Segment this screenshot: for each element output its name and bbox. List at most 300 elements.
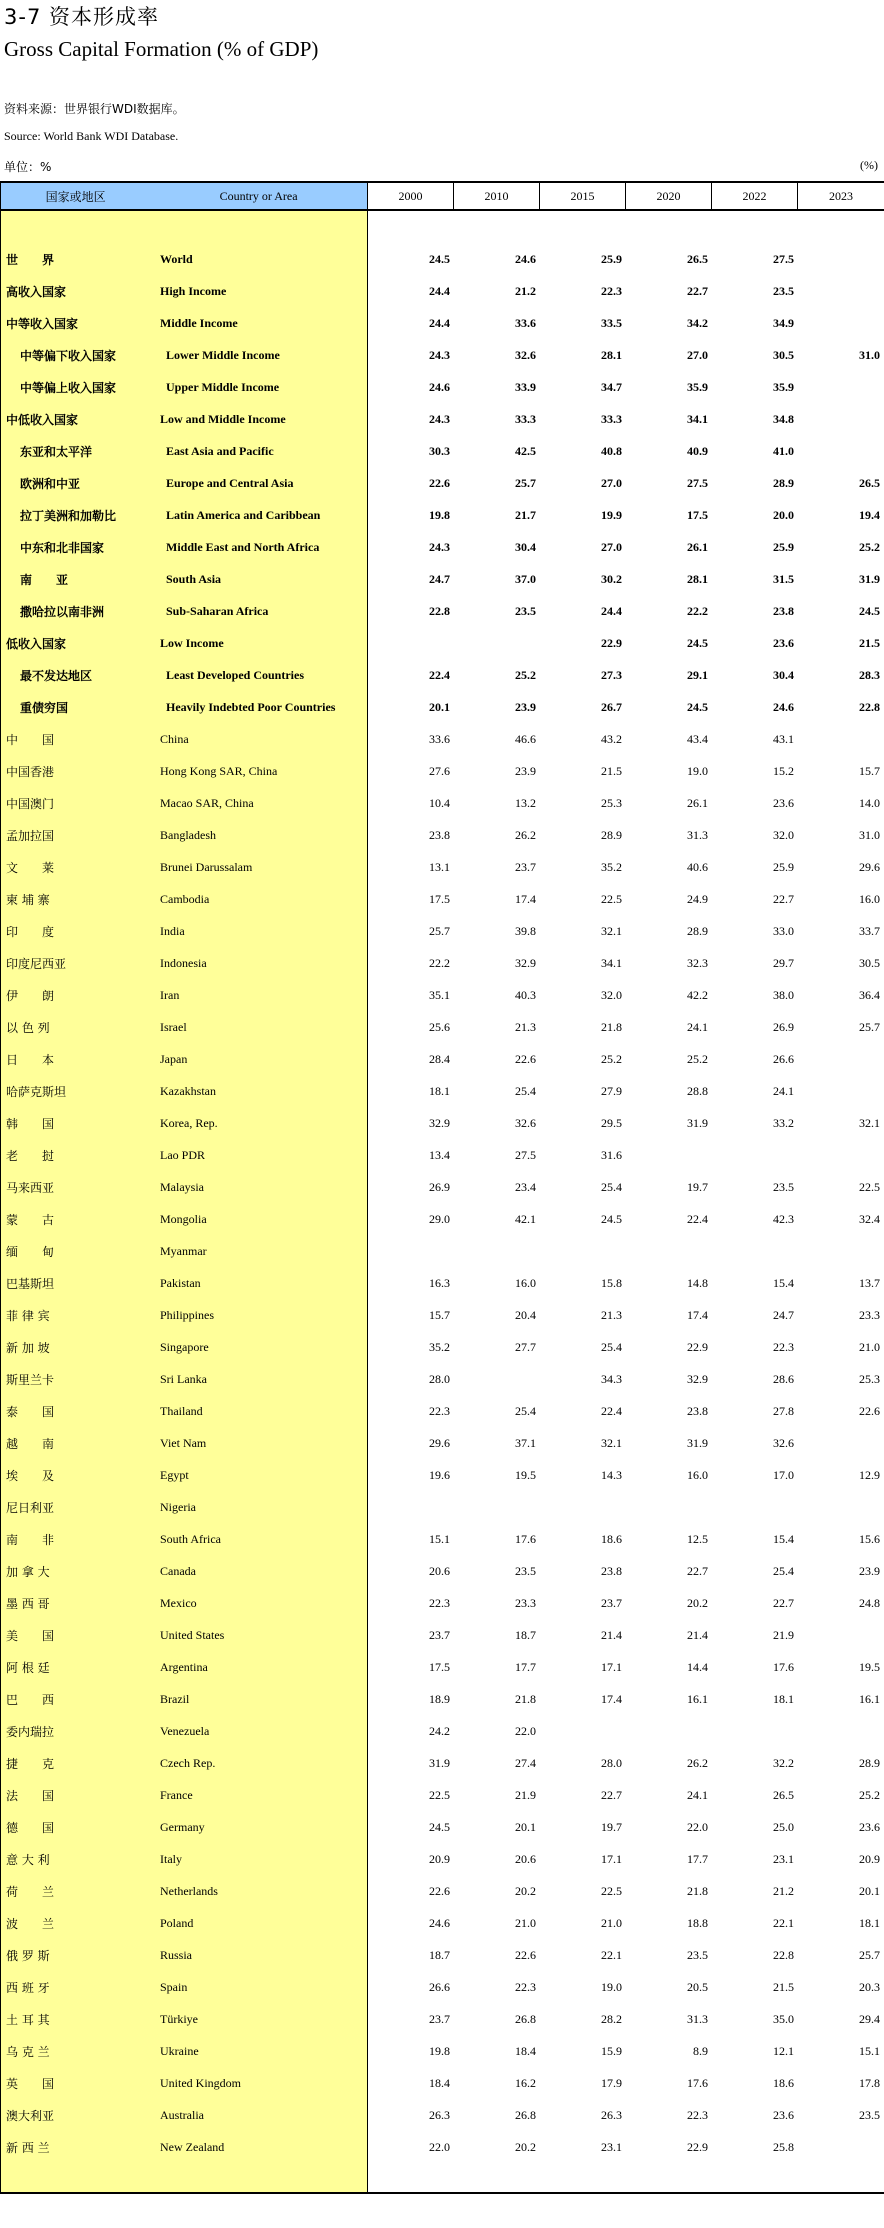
row-value-2023: 20.9 [859,1851,880,1866]
table-row [0,787,884,819]
row-area-cn: 东亚和太平洋 [20,444,93,459]
table-row [0,1075,884,1107]
row-value-2010: 32.9 [515,955,536,970]
row-value-2015: 28.2 [601,2011,622,2026]
row-value-2022: 41.0 [773,443,794,458]
table-row [0,1203,884,1235]
row-value-2015: 27.9 [601,1083,622,1098]
row-area-cn: 最不发达地区 [20,668,93,683]
row-value-2010: 32.6 [515,347,536,362]
row-value-2020: 14.8 [687,1275,708,1290]
row-area-en: Venezuela [160,1723,210,1738]
row-value-2000: 17.5 [429,1659,450,1674]
row-area-en: Lao PDR [160,1147,205,1162]
row-area-en: Myanmar [160,1243,207,1258]
row-value-2000: 24.4 [429,283,450,298]
table-row [0,723,884,755]
row-value-2010: 39.8 [515,923,536,938]
row-value-2015: 22.5 [601,1883,622,1898]
row-value-2010: 21.7 [515,507,536,522]
row-value-2015: 29.5 [601,1115,622,1130]
row-value-2022: 32.2 [773,1755,794,1770]
row-value-2020: 28.9 [687,923,708,938]
row-area-cn: 韩 国 [6,1116,55,1131]
row-value-2020: 18.8 [687,1915,708,1930]
row-value-2022: 23.6 [773,2107,794,2122]
row-value-2015: 43.2 [601,731,622,746]
row-value-2010: 42.1 [515,1211,536,1226]
row-value-2000: 22.4 [429,667,450,682]
table-row [0,1491,884,1523]
table-row [0,691,884,723]
header-year-2000: 2000 [368,183,454,209]
row-value-2022: 22.8 [773,1947,794,1962]
row-value-2000: 18.9 [429,1691,450,1706]
row-area-cn: 哈萨克斯坦 [6,1084,67,1099]
row-area-cn: 孟加拉国 [6,828,55,843]
row-value-2020: 35.9 [687,379,708,394]
table-row [0,979,884,1011]
row-value-2022: 30.4 [773,667,794,682]
row-value-2023: 18.1 [859,1915,880,1930]
row-value-2010: 30.4 [515,539,536,554]
row-value-2010: 25.7 [515,475,536,490]
row-value-2020: 24.9 [687,891,708,906]
row-area-en: Egypt [160,1467,189,1482]
row-value-2015: 25.4 [601,1179,622,1194]
row-value-2015: 23.7 [601,1595,622,1610]
row-area-en: Russia [160,1947,193,1962]
row-value-2020: 22.7 [687,283,708,298]
row-value-2023: 28.9 [859,1755,880,1770]
row-value-2020: 17.6 [687,2075,708,2090]
row-value-2023: 13.7 [859,1275,880,1290]
row-value-2015: 23.1 [601,2139,622,2154]
row-value-2010: 16.0 [515,1275,536,1290]
row-value-2000: 18.4 [429,2075,450,2090]
row-value-2022: 32.6 [773,1435,794,1450]
row-value-2023: 15.1 [859,2043,880,2058]
row-area-cn: 斯里兰卡 [6,1372,55,1387]
row-area-cn: 中 国 [6,732,55,747]
table-row [0,1523,884,1555]
row-value-2010: 23.7 [515,859,536,874]
row-area-cn: 巴 西 [6,1692,55,1707]
row-value-2000: 22.3 [429,1403,450,1418]
row-value-2020: 20.2 [687,1595,708,1610]
table-bottom-rule [0,2192,884,2194]
row-value-2022: 26.6 [773,1051,794,1066]
row-area-cn: 意 大 利 [6,1852,50,1867]
row-area-en: France [160,1787,193,1802]
row-value-2015: 14.3 [601,1467,622,1482]
row-area-en: Argentina [160,1659,208,1674]
row-value-2023: 22.6 [859,1403,880,1418]
row-value-2010: 23.5 [515,1563,536,1578]
row-area-cn: 西 班 牙 [6,1980,50,1995]
row-area-en: Pakistan [160,1275,201,1290]
row-value-2010: 23.5 [515,603,536,618]
table-row [0,1011,884,1043]
row-area-cn: 南 亚 [20,572,69,587]
header-year-2023: 2023 [829,188,853,203]
row-value-2010: 18.7 [515,1627,536,1642]
row-area-en: Kazakhstan [160,1083,216,1098]
row-value-2000: 19.8 [429,507,450,522]
row-value-2015: 26.3 [601,2107,622,2122]
row-value-2010: 37.0 [515,571,536,586]
row-area-en: Malaysia [160,1179,204,1194]
row-area-en: Indonesia [160,955,207,970]
row-area-en: South Asia [166,571,222,586]
row-value-2010: 27.7 [515,1339,536,1354]
row-area-en: China [160,731,189,746]
row-value-2015: 22.5 [601,891,622,906]
row-value-2023: 24.8 [859,1595,880,1610]
row-value-2020: 17.7 [687,1851,708,1866]
row-value-2010: 26.8 [515,2107,536,2122]
row-value-2000: 16.3 [429,1275,450,1290]
row-value-2020: 24.5 [687,699,708,714]
row-value-2015: 15.8 [601,1275,622,1290]
row-value-2022: 23.1 [773,1851,794,1866]
header-area-en: Country or Area [219,188,298,203]
header-year-2022: 2022 [712,183,798,209]
row-value-2022: 15.4 [773,1275,794,1290]
row-value-2020: 28.1 [687,571,708,586]
row-value-2022: 23.5 [773,1179,794,1194]
row-value-2022: 17.6 [773,1659,794,1674]
table-row [0,947,884,979]
table-row [0,659,884,691]
table-row [0,403,884,435]
row-area-cn: 中低收入国家 [6,412,79,427]
row-value-2000: 24.3 [429,347,450,362]
row-area-cn: 欧洲和中亚 [20,476,81,491]
row-area-en: East Asia and Pacific [166,443,274,458]
row-value-2023: 16.1 [859,1691,880,1706]
source-note-cn: 资料来源：世界银行WDI数据库。 [4,102,185,116]
row-area-en: Viet Nam [160,1435,207,1450]
row-value-2020: 12.5 [687,1531,708,1546]
row-area-cn: 中国澳门 [6,796,55,811]
row-area-en: Philippines [160,1307,215,1322]
row-value-2015: 19.9 [601,507,622,522]
row-value-2015: 40.8 [601,443,622,458]
row-value-2020: 34.1 [687,411,708,426]
row-value-2000: 20.6 [429,1563,450,1578]
row-value-2015: 17.1 [601,1659,622,1674]
row-value-2000: 24.4 [429,315,450,330]
row-value-2020: 22.9 [687,2139,708,2154]
row-value-2000: 24.3 [429,539,450,554]
row-value-2010: 23.3 [515,1595,536,1610]
row-value-2022: 26.9 [773,1019,794,1034]
row-area-en: Ukraine [160,2043,199,2058]
row-value-2000: 32.9 [429,1115,450,1130]
source-note-en: Source: World Bank WDI Database. [4,129,179,143]
row-value-2020: 26.1 [687,539,708,554]
row-value-2015: 32.1 [601,1435,622,1450]
row-value-2010: 22.6 [515,1947,536,1962]
row-area-cn: 高收入国家 [6,284,67,299]
table-title-cn: 3-7 资本形成率 [4,5,159,29]
row-value-2015: 24.4 [601,603,622,618]
row-value-2000: 31.9 [429,1755,450,1770]
row-value-2010: 32.6 [515,1115,536,1130]
row-value-2023: 19.4 [859,507,880,522]
row-value-2023: 23.6 [859,1819,880,1834]
row-value-2023: 12.9 [859,1467,880,1482]
row-value-2022: 23.5 [773,283,794,298]
row-value-2010: 37.1 [515,1435,536,1450]
row-value-2023: 31.0 [859,827,880,842]
row-value-2010: 23.9 [515,763,536,778]
row-value-2015: 23.8 [601,1563,622,1578]
table-row [0,1107,884,1139]
row-value-2023: 25.2 [859,539,880,554]
row-value-2000: 24.6 [429,379,450,394]
row-value-2015: 25.3 [601,795,622,810]
row-value-2022: 23.8 [773,603,794,618]
row-area-cn: 拉丁美洲和加勒比 [20,508,117,523]
row-value-2015: 17.4 [601,1691,622,1706]
row-value-2022: 33.0 [773,923,794,938]
row-value-2010: 25.2 [515,667,536,682]
row-value-2015: 22.1 [601,1947,622,1962]
row-area-cn: 美 国 [6,1628,55,1643]
row-value-2022: 34.8 [773,411,794,426]
row-value-2022: 26.5 [773,1787,794,1802]
row-value-2022: 42.3 [773,1211,794,1226]
row-area-en: Middle Income [160,315,238,330]
row-value-2015: 21.8 [601,1019,622,1034]
row-area-en: Mongolia [160,1211,207,1226]
table-row [0,1587,884,1619]
row-area-cn: 捷 克 [6,1756,55,1771]
table-row [0,1459,884,1491]
row-area-cn: 印 度 [6,924,55,939]
row-value-2023: 14.0 [859,795,880,810]
row-value-2023: 22.8 [859,699,880,714]
row-value-2020: 17.4 [687,1307,708,1322]
row-area-cn: 荷 兰 [6,1884,55,1899]
row-value-2023: 29.6 [859,859,880,874]
row-value-2022: 17.0 [773,1467,794,1482]
table-row [0,1363,884,1395]
table-row [0,1555,884,1587]
table-row [0,2131,884,2163]
row-value-2022: 18.1 [773,1691,794,1706]
row-area-en: Latin America and Caribbean [166,507,321,522]
row-area-cn: 英 国 [6,2076,55,2091]
row-area-cn: 新 西 兰 [6,2140,50,2155]
row-value-2000: 26.3 [429,2107,450,2122]
row-area-cn: 中等偏上收入国家 [20,380,117,395]
row-value-2000: 24.3 [429,411,450,426]
row-area-cn: 印度尼西亚 [6,956,67,971]
row-value-2015: 26.7 [601,699,622,714]
table-row [0,499,884,531]
row-value-2010: 21.8 [515,1691,536,1706]
row-area-cn: 墨 西 哥 [6,1596,50,1611]
row-value-2022: 35.9 [773,379,794,394]
row-value-2023: 31.0 [859,347,880,362]
row-value-2022: 22.3 [773,1339,794,1354]
row-value-2020: 20.5 [687,1979,708,1994]
row-value-2023: 16.0 [859,891,880,906]
row-value-2020: 17.5 [687,507,708,522]
row-value-2020: 31.3 [687,827,708,842]
row-value-2000: 18.1 [429,1083,450,1098]
row-value-2010: 25.4 [515,1083,536,1098]
row-value-2015: 28.9 [601,827,622,842]
row-value-2000: 25.6 [429,1019,450,1034]
row-value-2015: 22.9 [601,635,622,650]
row-value-2020: 27.5 [687,475,708,490]
header-area [0,183,368,209]
row-area-cn: 加 拿 大 [6,1564,50,1579]
row-value-2015: 28.1 [601,347,622,362]
row-area-cn: 俄 罗 斯 [6,1948,50,1963]
table-row [0,531,884,563]
table-row [0,1331,884,1363]
row-value-2020: 26.5 [687,251,708,266]
row-area-en: Low and Middle Income [160,411,286,426]
unit-label: 单位：% [4,160,52,174]
table-row [0,2035,884,2067]
row-area-en: Bangladesh [160,827,216,842]
row-value-2010: 20.1 [515,1819,536,1834]
row-value-2022: 25.9 [773,539,794,554]
row-value-2023: 23.9 [859,1563,880,1578]
row-area-en: Europe and Central Asia [166,475,294,490]
row-value-2023: 21.0 [859,1339,880,1354]
row-value-2010: 25.4 [515,1403,536,1418]
table-row [0,2067,884,2099]
row-value-2020: 34.2 [687,315,708,330]
row-area-cn: 低收入国家 [6,636,67,651]
row-value-2020: 25.2 [687,1051,708,1066]
row-value-2000: 13.4 [429,1147,450,1162]
row-value-2023: 23.3 [859,1307,880,1322]
row-value-2000: 35.1 [429,987,450,1002]
row-area-cn: 撒哈拉以南非洲 [20,604,105,619]
row-value-2000: 22.6 [429,1883,450,1898]
row-value-2000: 24.7 [429,571,450,586]
header-year-2015: 2015 [540,183,626,209]
row-value-2022: 22.7 [773,891,794,906]
row-area-cn: 巴基斯坦 [6,1276,55,1291]
row-area-cn: 波 兰 [6,1916,55,1931]
row-value-2022: 30.5 [773,347,794,362]
row-value-2020: 26.1 [687,795,708,810]
table-row [0,627,884,659]
row-value-2010: 20.2 [515,1883,536,1898]
row-value-2000: 20.9 [429,1851,450,1866]
row-value-2000: 15.7 [429,1307,450,1322]
row-value-2000: 15.1 [429,1531,450,1546]
row-area-en: Israel [160,1019,187,1034]
row-value-2010: 26.8 [515,2011,536,2026]
row-value-2022: 34.9 [773,315,794,330]
table-row [0,563,884,595]
header-area-cn: 国家或地区 [45,189,106,204]
table-row [0,1395,884,1427]
row-value-2000: 24.6 [429,1915,450,1930]
row-area-en: Sri Lanka [160,1371,207,1386]
table-row [0,1779,884,1811]
table-row [0,243,884,275]
row-value-2020: 40.9 [687,443,708,458]
row-value-2015: 32.0 [601,987,622,1002]
row-value-2020: 16.0 [687,1467,708,1482]
row-area-cn: 埃 及 [6,1468,55,1483]
row-value-2022: 21.2 [773,1883,794,1898]
row-value-2015: 25.4 [601,1339,622,1354]
row-value-2000: 22.0 [429,2139,450,2154]
row-value-2000: 13.1 [429,859,450,874]
row-value-2015: 19.7 [601,1819,622,1834]
row-value-2010: 21.0 [515,1915,536,1930]
row-value-2023: 26.5 [859,475,880,490]
row-value-2000: 19.6 [429,1467,450,1482]
row-value-2022: 43.1 [773,731,794,746]
table-row [0,1843,884,1875]
row-area-en: Brunei Darussalam [160,859,253,874]
row-value-2000: 22.6 [429,475,450,490]
row-value-2000: 30.3 [429,443,450,458]
row-area-en: Low Income [160,635,224,650]
row-area-en: Mexico [160,1595,197,1610]
row-value-2022: 15.4 [773,1531,794,1546]
row-area-en: Italy [160,1851,182,1866]
table-row [0,1427,884,1459]
row-value-2000: 24.5 [429,251,450,266]
row-value-2000: 33.6 [429,731,450,746]
row-value-2020: 19.7 [687,1179,708,1194]
header-year-2010: 2010 [454,183,540,209]
row-value-2015: 25.2 [601,1051,622,1066]
row-value-2022: 25.9 [773,859,794,874]
row-area-cn: 菲 律 宾 [6,1308,50,1323]
row-value-2022: 15.2 [773,763,794,778]
row-value-2022: 22.1 [773,1915,794,1930]
row-value-2020: 21.4 [687,1627,708,1642]
row-value-2000: 35.2 [429,1339,450,1354]
row-value-2000: 22.5 [429,1787,450,1802]
row-value-2020: 26.2 [687,1755,708,1770]
row-value-2020: 28.8 [687,1083,708,1098]
row-value-2000: 29.0 [429,1211,450,1226]
row-value-2023: 24.5 [859,603,880,618]
row-value-2022: 33.2 [773,1115,794,1130]
row-value-2000: 22.8 [429,603,450,618]
row-area-cn: 老 挝 [6,1148,55,1163]
row-area-en: High Income [160,283,227,298]
row-value-2015: 35.2 [601,859,622,874]
row-value-2023: 36.4 [859,987,880,1002]
row-value-2000: 10.4 [429,795,450,810]
row-area-cn: 南 非 [6,1532,55,1547]
row-area-en: Netherlands [160,1883,218,1898]
row-value-2022: 22.7 [773,1595,794,1610]
row-value-2010: 42.5 [515,443,536,458]
row-value-2020: 32.9 [687,1371,708,1386]
row-area-en: Germany [160,1819,205,1834]
row-value-2000: 22.2 [429,955,450,970]
row-value-2015: 17.9 [601,2075,622,2090]
